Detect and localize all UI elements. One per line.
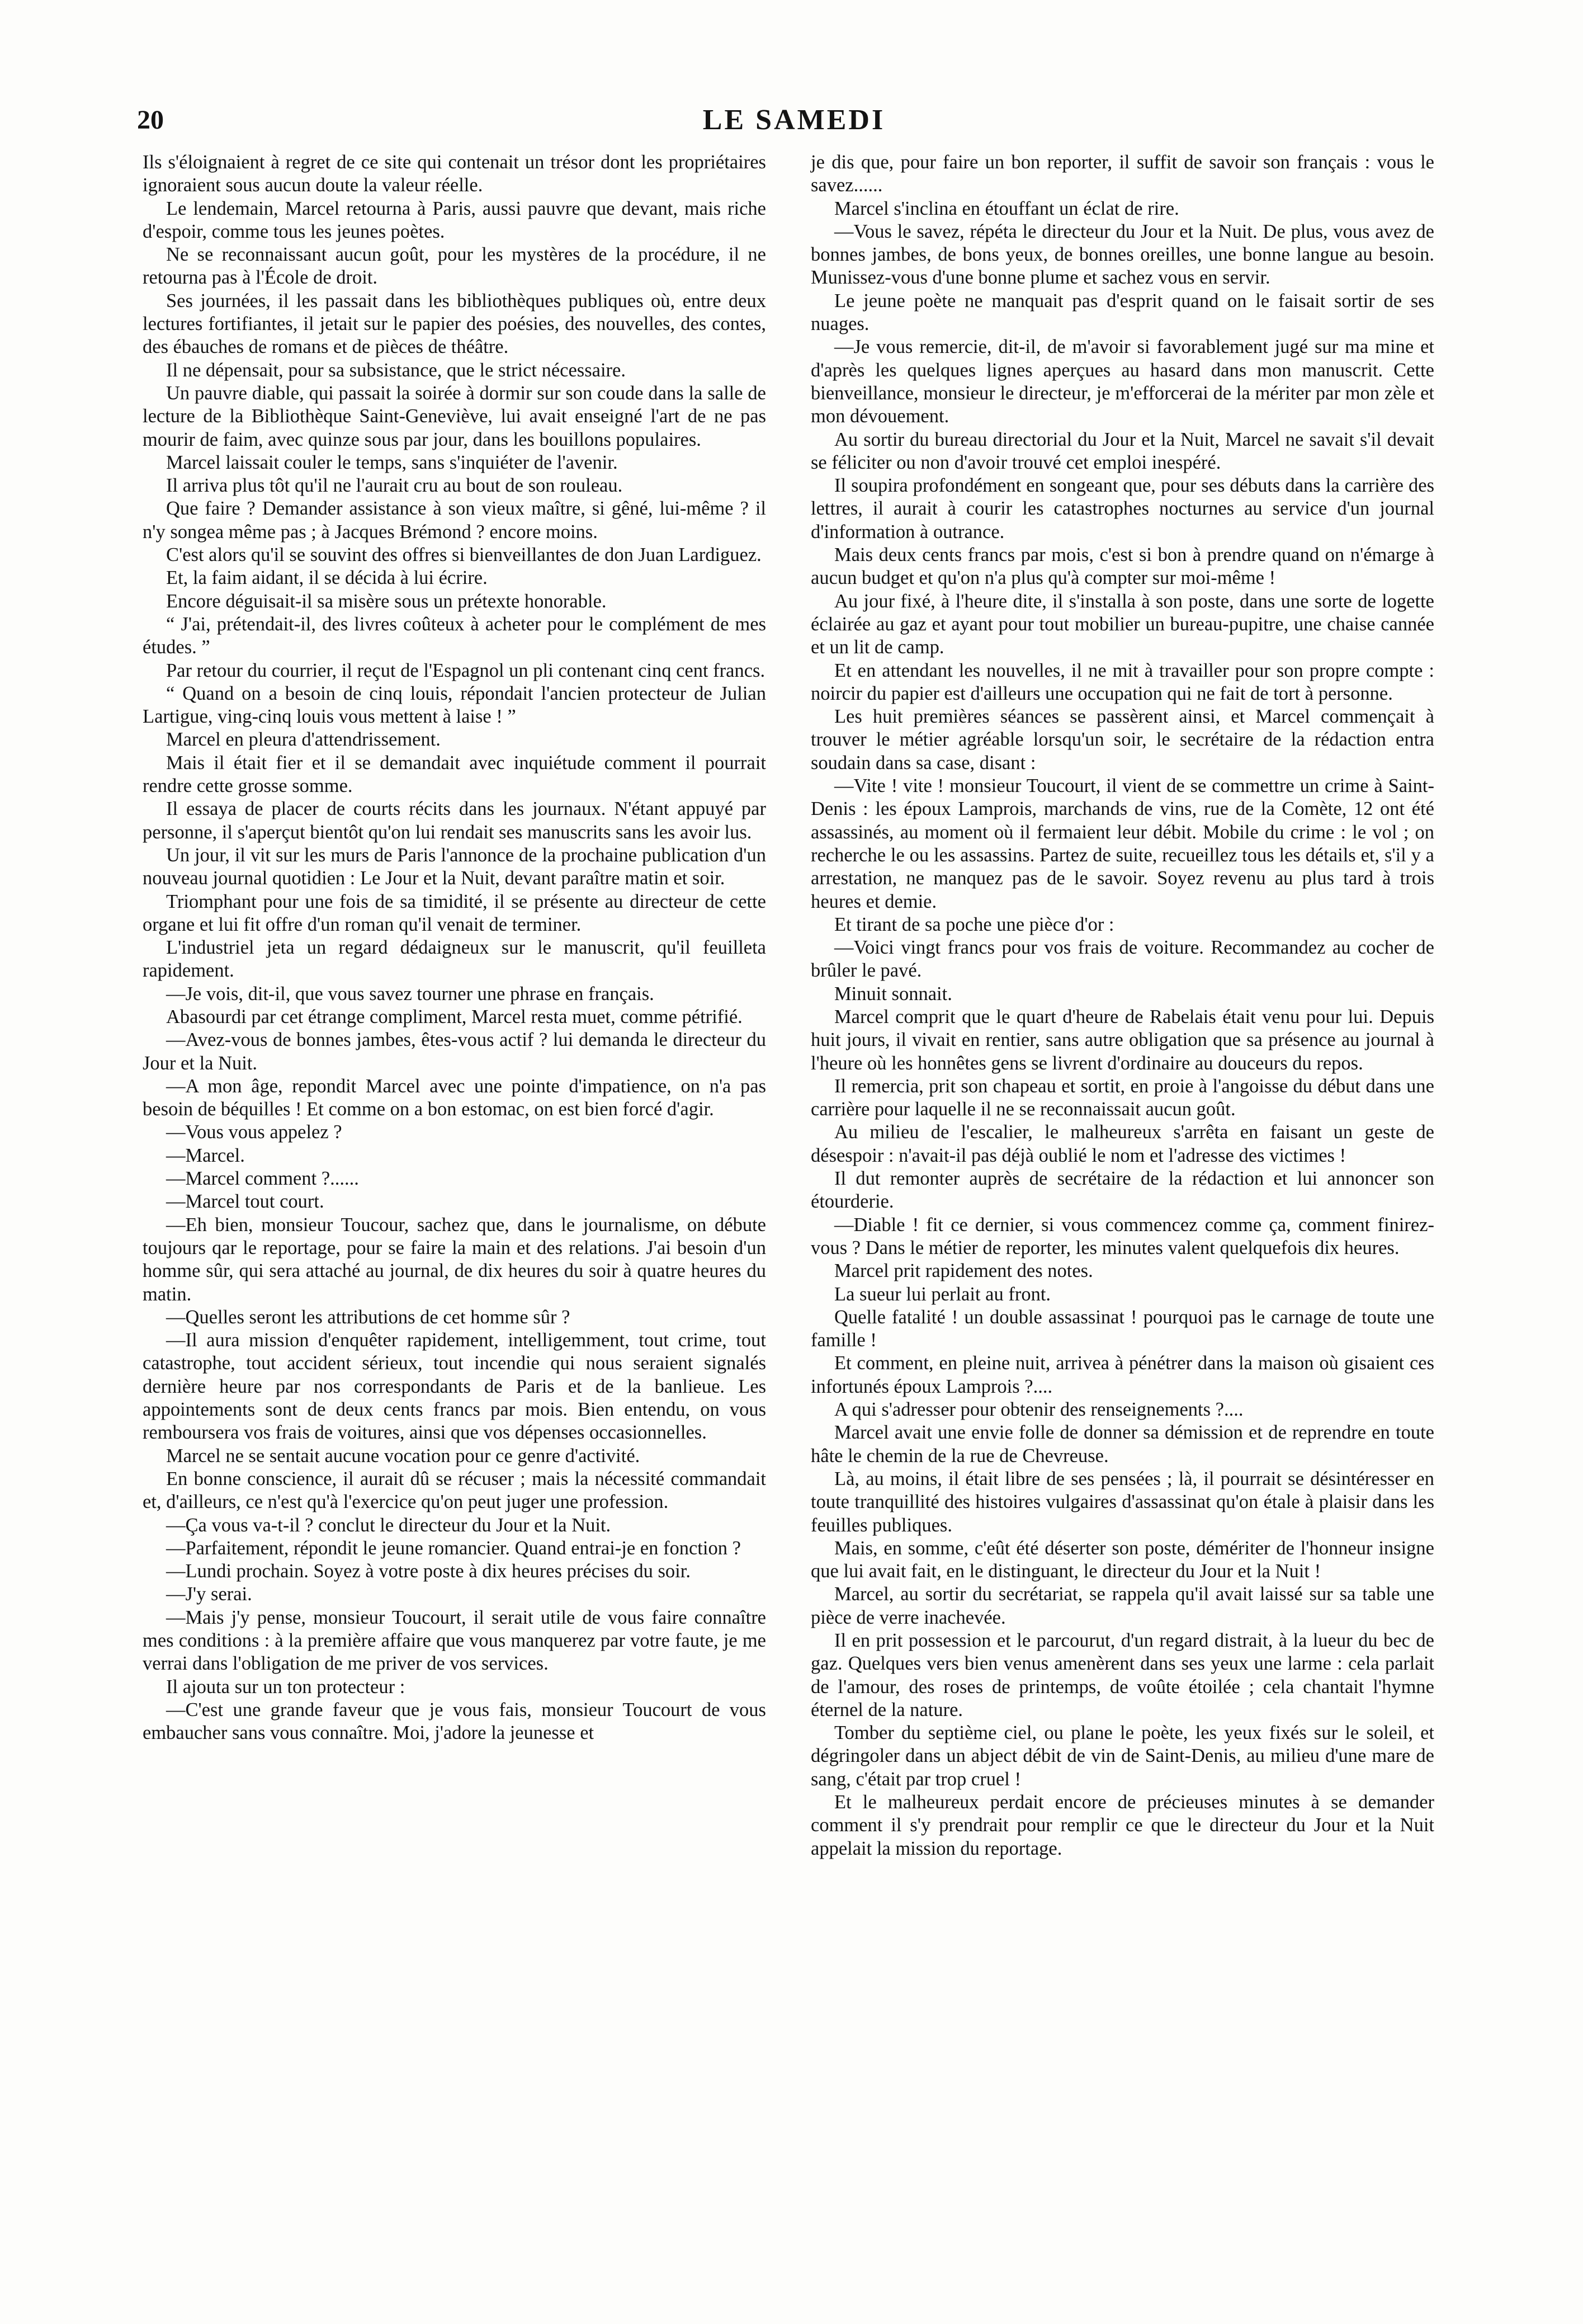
paragraph: Quelle fatalité ! un double assassinat ! pourquoi pas le carnage de toute une famille ! [811, 1306, 1434, 1351]
paragraph: Il arriva plus tôt qu'il ne l'aurait cru au bout de son rouleau. [166, 475, 623, 497]
paragraph: La sueur lui perlait au front. [834, 1283, 1051, 1305]
paragraph: En bonne conscience, il aurait dû se récuser ; mais la nécessité commandait et, d'ailleurs, ce n'est qu'à l'exercice qu'on peut juger une profession. [143, 1468, 766, 1513]
paragraph: Mais, en somme, c'eût été déserter son poste, démériter de l'honneur insigne que lui avait fait, en le distinguant, le directeur du Jour et la Nuit ! [811, 1537, 1434, 1582]
paragraph: —Je vois, dit-il, que vous savez tourner une phrase en français. [166, 983, 654, 1005]
paragraph: —Eh bien, monsieur Toucour, sachez que, dans le journalisme, on débute toujours qar le reportage, pour se faire la main et des relations. J'ai besoin d'un homme sûr, qui sera attaché au journal, de dix heures du soir à quatre heures du matin. [143, 1214, 766, 1305]
paragraph: “ J'ai, prétendait-il, des livres coûteux à acheter pour le complément de mes études. ” [143, 613, 766, 658]
paragraph: A qui s'adresser pour obtenir des renseignements ?.... [834, 1399, 1244, 1421]
paragraph: —Avez-vous de bonnes jambes, êtes-vous actif ? lui demanda le directeur du Jour et la Nuit. [143, 1029, 766, 1074]
paragraph: —Voici vingt francs pour vos frais de voiture. Recommandez au cocher de brûler le pavé. [811, 937, 1434, 982]
paragraph: L'industriel jeta un regard dédaigneux sur le manuscrit, qu'il feuilleta rapidement. [143, 937, 766, 982]
paragraph: C'est alors qu'il se souvint des offres si bienveillantes de don Juan Lardiguez. [166, 544, 762, 566]
paragraph: Il essaya de placer de courts récits dans les journaux. N'étant appuyé par personne, il s'aperçut bientôt qu'on lui rendait ses manuscrits sans les avoir lus. [143, 798, 766, 843]
paragraph: —Vite ! vite ! monsieur Toucourt, il vient de se commettre un crime à Saint-Denis : les époux Lamprois, marchands de vins, rue de la Comète, 12 ont été assassinés, au moment où il fermaient leur débit. Mobile du crime : le vol ; on recherche le ou les assassins. Partez de suite, recueillez tous les détails et, s'il y a arrestation, ne manquez pas de le savoir. Soyez revenu au plus tard à trois heures et demie. [811, 775, 1434, 912]
paragraph: —Quelles seront les attributions de cet homme sûr ? [166, 1306, 570, 1328]
paragraph: —Marcel. [166, 1144, 245, 1166]
paragraph: Il soupira profondément en songeant que, pour ses débuts dans la carrière des lettres, il aurait à courir les catastrophes nocturnes au service d'un journal d'information à outrance. [811, 475, 1434, 543]
paragraph: Et comment, en pleine nuit, arrivea à pénétrer dans la maison où gisaient ces infortunés époux Lamprois ?.... [811, 1352, 1434, 1397]
paragraph: —Lundi prochain. Soyez à votre poste à dix heures précises du soir. [166, 1561, 691, 1582]
paragraph: Le lendemain, Marcel retourna à Paris, aussi pauvre que devant, mais riche d'espoir, comme tous les jeunes poètes. [143, 197, 766, 242]
paragraph: Marcel s'inclina en étouffant un éclat de rire. [834, 197, 1179, 219]
paragraph: Triomphant pour une fois de sa timidité, il se présente au directeur de cette organe et lui fit offre d'un roman qu'il venait de terminer. [143, 890, 766, 935]
paragraph: Là, au moins, il était libre de ses pensées ; là, il pourrait se désintéresser en toute tranquillité des histoires vulgaires d'assassinat qu'on étale à plaisir dans les feuilles publiques. [811, 1468, 1434, 1536]
paragraph: —Ça vous va-t-il ? conclut le directeur du Jour et la Nuit. [166, 1514, 611, 1536]
paragraph: —J'y serai. [166, 1583, 252, 1605]
journal-title: LE SAMEDI [702, 104, 886, 136]
paragraph: Marcel ne se sentait aucune vocation pour ce genre d'activité. [166, 1445, 640, 1467]
paragraph: —Marcel comment ?...... [166, 1168, 359, 1190]
paragraph: Tomber du septième ciel, ou plane le poète, les yeux fixés sur le soleil, et dégringoler dans un abject débit de vin de Saint-Denis, au milieu d'une mare de sang, c'était par trop cruel ! [811, 1722, 1434, 1790]
paragraph: Un jour, il vit sur les murs de Paris l'annonce de la prochaine publication d'un nouveau journal quotidien : Le Jour et la Nuit, devant paraître matin et soir. [143, 844, 766, 889]
paragraph: Ses journées, il les passait dans les bibliothèques publiques où, entre deux lectures fortifiantes, il jetait sur le papier des poésies, des nouvelles, des contes, des ébauches de romans et de pièces de théâtre. [143, 290, 766, 358]
left-text-column [143, 151, 766, 1745]
paragraph: Marcel avait une envie folle de donner sa démission et de reprendre en toute hâte le chemin de la rue de Chevreuse. [811, 1422, 1434, 1467]
paragraph: —Parfaitement, répondit le jeune romancier. Quand entrai-je en fonction ? [166, 1537, 741, 1559]
paragraph: Marcel en pleura d'attendrissement. [166, 729, 441, 751]
paragraph: —Je vous remercie, dit-il, de m'avoir si favorablement jugé sur ma mine et d'après les quelques lignes aperçues au hasard dans mon manuscrit. Cette bienveillance, monsieur le directeur, je m'efforcerai de la mériter par mon zèle et mon dévouement. [811, 336, 1434, 427]
paragraph: Marcel prit rapidement des notes. [834, 1260, 1093, 1282]
paragraph: Marcel, au sortir du secrétariat, se rappela qu'il avait laissé sur sa table une pièce de verre inachevée. [811, 1583, 1434, 1628]
paragraph: Il ne dépensait, pour sa subsistance, que le strict nécessaire. [166, 359, 626, 381]
paragraph: Au milieu de l'escalier, le malheureux s'arrêta en faisant un geste de désespoir : n'avait-il pas déjà oublié le nom et l'adresse des victimes ! [811, 1121, 1434, 1166]
paragraph: je dis que, pour faire un bon reporter, il suffit de savoir son français : vous le savez...... [811, 152, 1434, 196]
right-text-column [811, 151, 1434, 1860]
paragraph: “ Quand on a besoin de cinq louis, répondait l'ancien protecteur de Julian Lartigue, ving-cinq louis vous mettent à laise ! ” [143, 682, 766, 728]
paragraph: Ils s'éloignaient à regret de ce site qui contenait un trésor dont les propriétaires ignoraient sous aucun doute la valeur réelle. [143, 152, 766, 196]
paragraph: —Mais j'y pense, monsieur Toucourt, il serait utile de vous faire connaître mes conditions : à la première affaire que vous manquerez par votre faute, je me verrai dans l'obligation de me priver de vos services. [143, 1606, 766, 1675]
page-number: 20 [137, 105, 164, 135]
paragraph: Au sortir du bureau directorial du Jour et la Nuit, Marcel ne savait s'il devait se féliciter ou non d'avoir trouvé cet emploi inespéré. [811, 428, 1434, 473]
paragraph: Marcel laissait couler le temps, sans s'inquiéter de l'avenir. [166, 451, 618, 473]
paragraph: Un pauvre diable, qui passait la soirée à dormir sur son coude dans la salle de lecture de la Bibliothèque Saint-Geneviève, lui avait enseigné l'art de ne pas mourir de faim, avec quinze sous par jour, dans les bouillons populaires. [143, 382, 766, 450]
paragraph: Et, la faim aidant, il se décida à lui écrire. [166, 567, 488, 589]
paragraph: —C'est une grande faveur que je vous fais, monsieur Toucourt de vous embaucher sans vous connaître. Moi, j'adore la jeunesse et [143, 1699, 766, 1744]
paragraph: Que faire ? Demander assistance à son vieux maître, si gêné, lui-même ? il n'y songea même pas ; à Jacques Brémond ? encore moins. [143, 498, 766, 543]
paragraph: —Marcel tout court. [166, 1191, 324, 1213]
paragraph: Il dut remonter auprès de secrétaire de la rédaction et lui annoncer son étourderie. [811, 1168, 1434, 1213]
paragraph: —A mon âge, repondit Marcel avec une pointe d'impatience, on n'a pas besoin de béquilles ! Et comme on a bon estomac, on est bien forcé d'agir. [143, 1075, 766, 1120]
paragraph: —Il aura mission d'enquêter rapidement, intelligemment, tout crime, tout catastrophe, tout accident sérieux, tout incendie qui nous seraient signalés dernière heure par nos correspondants de Paris et de la banlieue. Les appointements sont de deux cents francs par mois. Bien entendu, on vous remboursera vos frais de voitures, ainsi que vos dépenses occasionnelles. [143, 1330, 766, 1444]
paragraph: Encore déguisait-il sa misère sous un prétexte honorable. [166, 590, 607, 612]
paragraph: Et en attendant les nouvelles, il ne mit à travailler pour son propre compte : noircir du papier est d'ailleurs une occupation qui ne fait de tort à personne. [811, 659, 1434, 704]
paragraph: Au jour fixé, à l'heure dite, il s'installa à son poste, dans une sorte de logette éclairée au gaz et ayant pour tout mobilier un bureau-pupitre, une chaise cannée et un lit de camp. [811, 590, 1434, 658]
paragraph: Les huit premières séances se passèrent ainsi, et Marcel commençait à trouver le métier agréable lorsqu'un soir, le secrétaire de la rédaction entra soudain dans sa case, disant : [811, 706, 1434, 774]
paragraph: Abasourdi par cet étrange compliment, Marcel resta muet, comme pétrifié. [166, 1006, 743, 1027]
paragraph: Mais il était fier et il se demandait avec inquiétude comment il pourrait rendre cette grosse somme. [143, 752, 766, 797]
paragraph: Il en prit possession et le parcourut, d'un regard distrait, à la lueur du bec de gaz. Quelques vers bien venus amenèrent dans ses yeux une larme : cela parlait de l'amour, des roses de printemps, de voûte étoilée ; cela chantait l'hymne éternel de la nature. [811, 1630, 1434, 1720]
paragraph: Minuit sonnait. [834, 983, 952, 1005]
page-header [137, 103, 1451, 143]
paragraph: —Vous le savez, répéta le directeur du Jour et la Nuit. De plus, vous avez de bonnes jambes, de bons yeux, de bonnes oreilles, une bonne langue au besoin. Munissez-vous d'une bonne plume et sachez vous en servir. [811, 220, 1434, 289]
paragraph: Et le malheureux perdait encore de précieuses minutes à se demander comment il s'y prendrait pour remplir ce que le directeur du Jour et la Nuit appelait la mission du reportage. [811, 1792, 1434, 1859]
paragraph: Par retour du courrier, il reçut de l'Espagnol un pli contenant cinq cent francs. [166, 659, 765, 681]
paragraph: Ne se reconnaissant aucun goût, pour les mystères de la procédure, il ne retourna pas à l'École de droit. [143, 244, 766, 289]
paragraph: —Diable ! fit ce dernier, si vous commencez comme ça, comment finirez-vous ? Dans le métier de reporter, les minutes valent quelquefois dix heures. [811, 1214, 1434, 1258]
paragraph: Marcel comprit que le quart d'heure de Rabelais était venu pour lui. Depuis huit jours, il vivait en rentier, sans autre obligation que sa présence au journal à l'heure où les honnêtes gens se livrent d'ordinaire au douceurs du repos. [811, 1006, 1434, 1074]
paragraph: Et tirant de sa poche une pièce d'or : [834, 913, 1114, 935]
paragraph: —Vous vous appelez ? [166, 1121, 342, 1143]
paragraph: Mais deux cents francs par mois, c'est si bon à prendre quand on n'émarge à aucun budget et qu'on n'a plus qu'à compter sur moi-même ! [811, 544, 1434, 589]
paragraph: Il ajouta sur un ton protecteur : [166, 1676, 405, 1698]
paragraph: Il remercia, prit son chapeau et sortit, en proie à l'angoisse du début dans une carrière pour laquelle il ne se reconnaissait aucun goût. [811, 1075, 1434, 1120]
paragraph: Le jeune poète ne manquait pas d'esprit quand on le faisait sortir de ses nuages. [811, 290, 1434, 335]
